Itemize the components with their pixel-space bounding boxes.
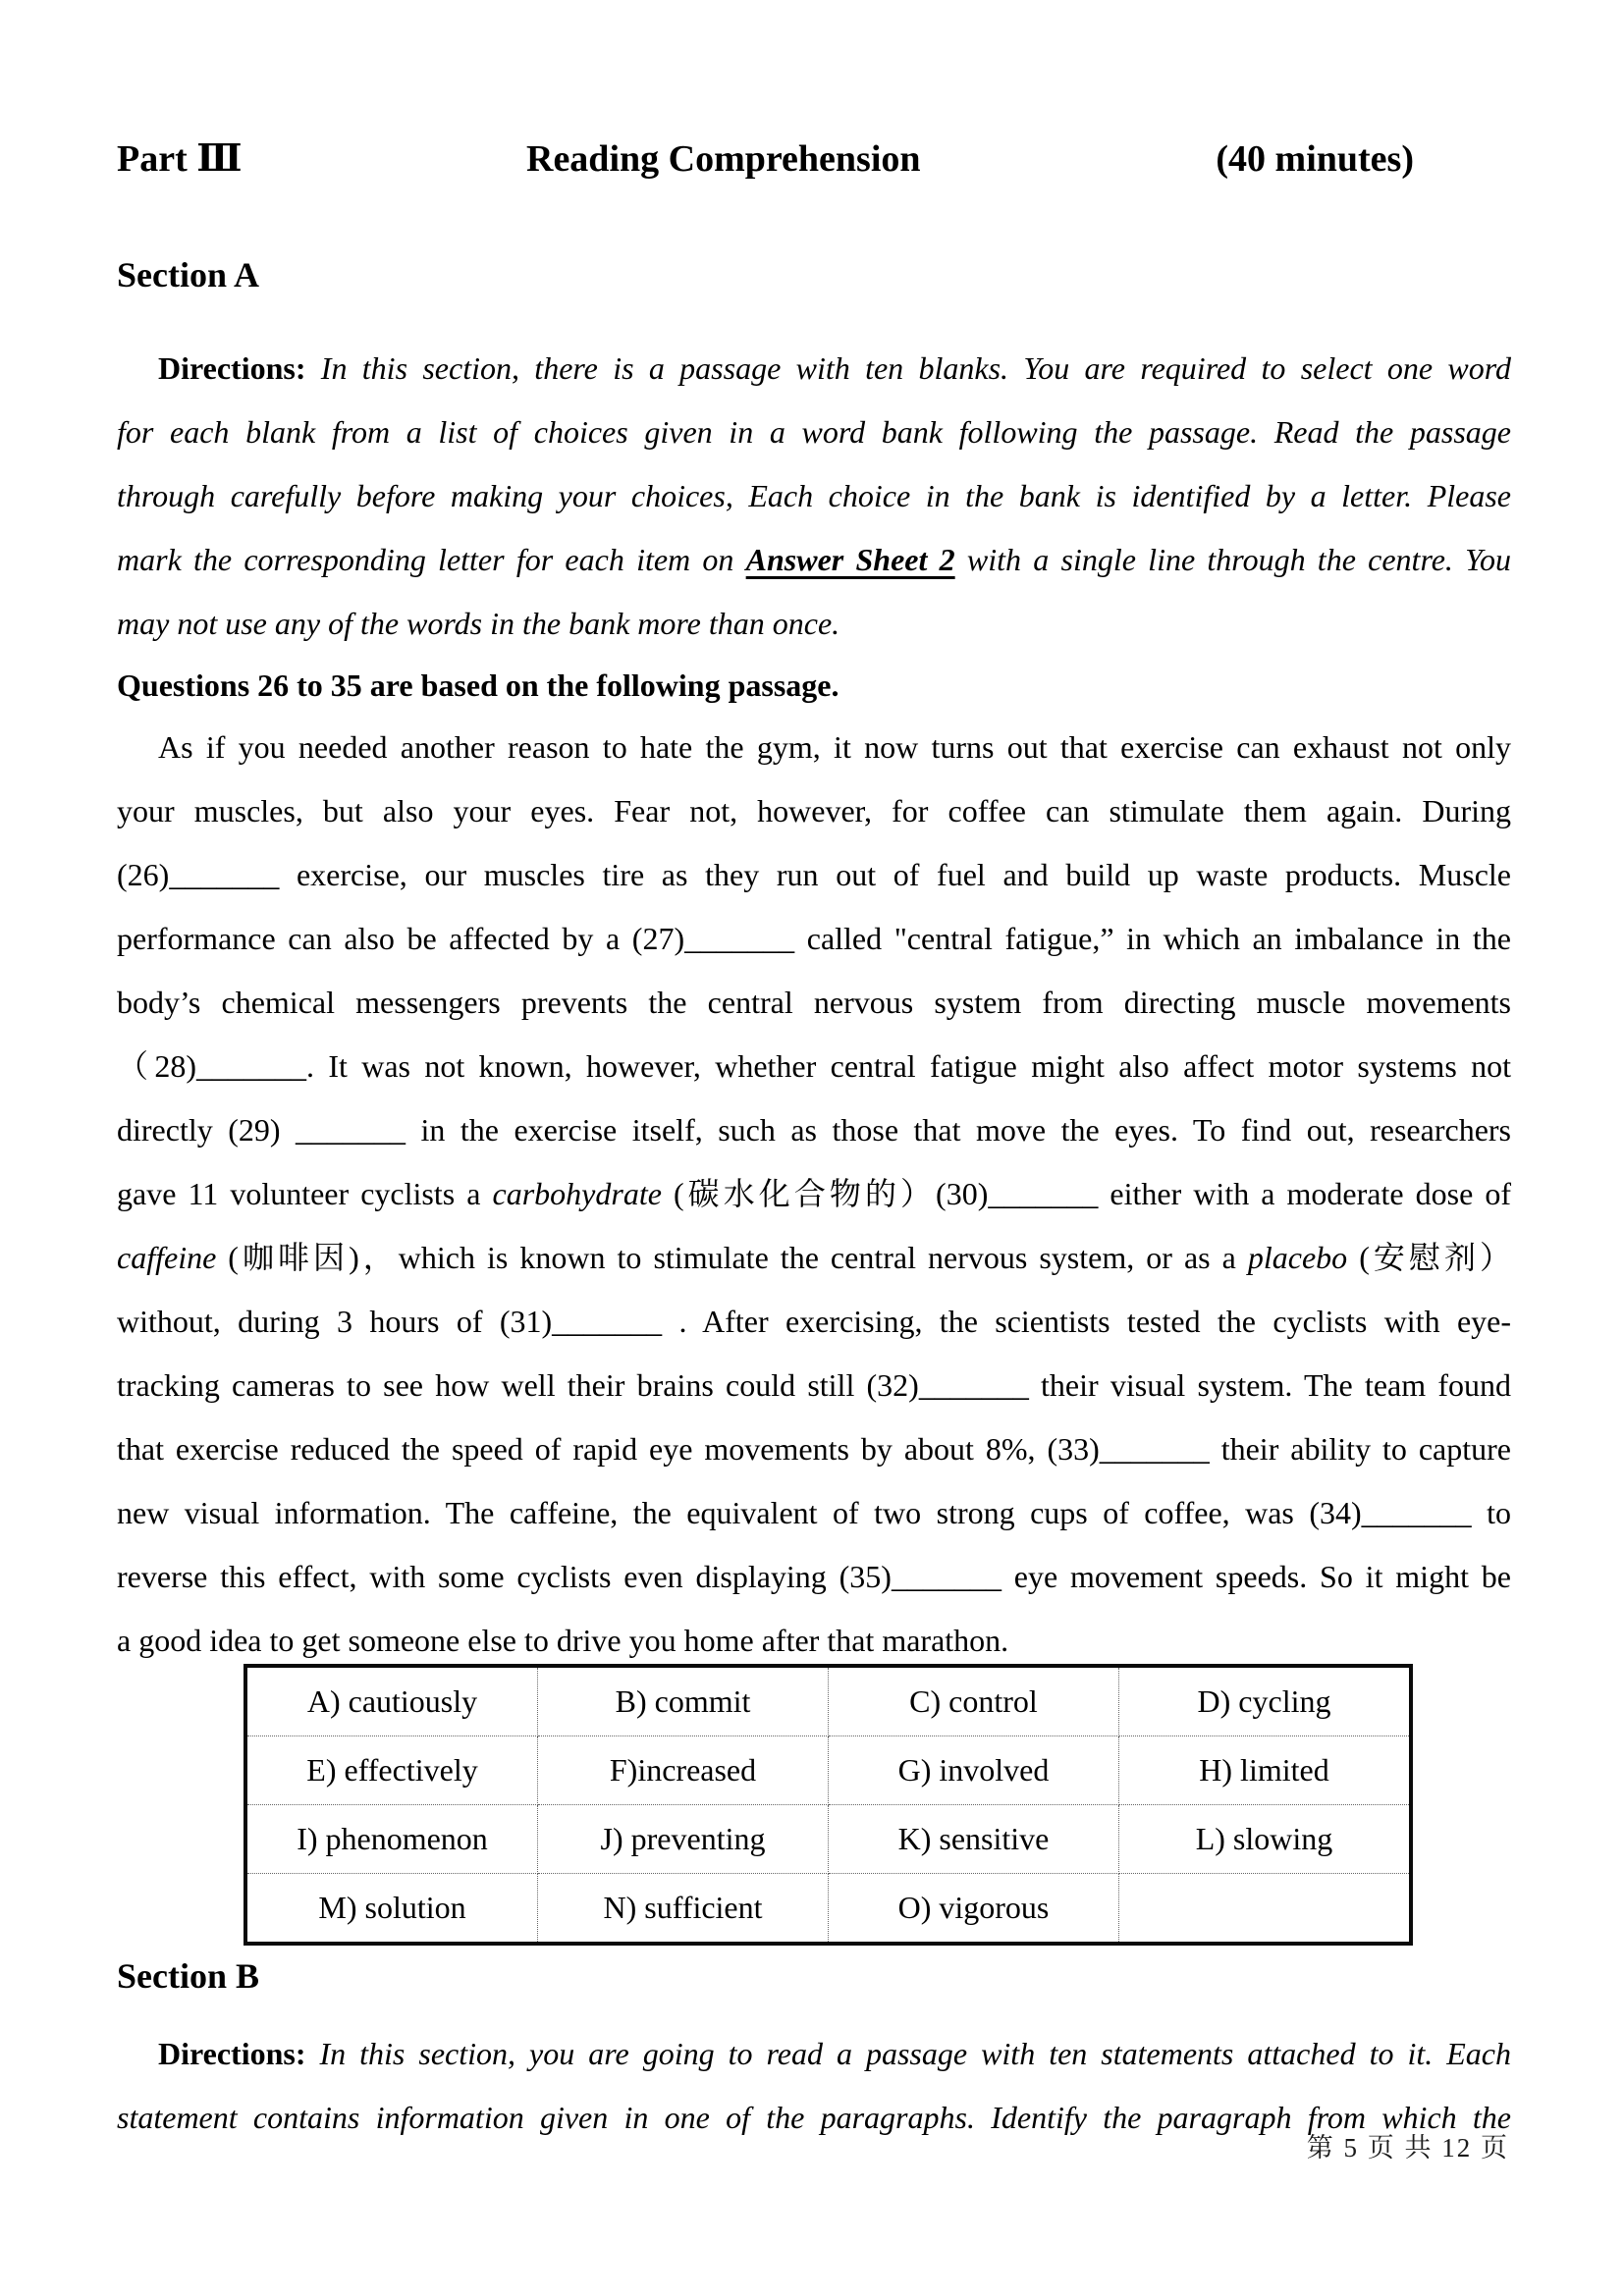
word-option-o: O) vigorous (829, 1874, 1119, 1945)
text-line: caffeine (咖啡因)，which is known to stimulate the central nervous system, or as a placebo (安慰剂） (117, 1240, 1511, 1275)
word-bank-row (245, 1736, 1411, 1805)
word-option-j: J) preventing (538, 1805, 829, 1874)
text-line: through carefully before making your choices, Each choice in the bank is identified by a letter. Please (117, 478, 1511, 513)
text-line: a good idea to get someone else to drive you home after that marathon. (117, 1623, 1009, 1658)
word-option-e: E) effectively (245, 1736, 538, 1805)
section-a-directions (117, 337, 1511, 656)
part-label: Part Ⅲ (117, 138, 243, 180)
word-option-empty (1119, 1874, 1412, 1945)
text-line: without, during 3 hours of (31)_______ . After exercising, the scientists tested the cyclists with eye- (117, 1304, 1511, 1339)
text-line: gave 11 volunteer cyclists a carbohydrate (碳水化合物的）(30)_______ either with a moderate dose of (117, 1176, 1511, 1211)
text-line: mark the corresponding letter for each item on Answer Sheet 2 with a single line through the centre. You (117, 542, 1512, 577)
cloze-passage (117, 716, 1511, 1673)
text-line: Directions: In this section, you are going to read a passage with ten statements attached to it. Each (158, 2036, 1511, 2071)
questions-note: Questions 26 to 35 are based on the following passage. (117, 667, 839, 703)
word-option-g: G) involved (829, 1736, 1119, 1805)
word-bank-row (245, 1805, 1411, 1874)
text-line: performance can also be affected by a (27)_______ called "central fatigue,” in which an imbalance in the (117, 921, 1511, 956)
section-b-heading: Section B (117, 1956, 260, 1996)
word-option-m: M) solution (245, 1874, 538, 1945)
text-line: new visual information. The caffeine, the equivalent of two strong cups of coffee, was (34)_______ to (117, 1495, 1511, 1530)
word-bank-table (244, 1664, 1413, 1946)
word-option-a: A) cautiously (245, 1666, 538, 1736)
section-a-heading: Section A (117, 255, 260, 294)
word-option-k: K) sensitive (829, 1805, 1119, 1874)
text-line: As if you needed another reason to hate the gym, it now turns out that exercise can exhaust not only (158, 729, 1511, 765)
text-line: for each blank from a list of choices given in a word bank following the passage. Read the passage (117, 414, 1511, 450)
word-bank-row (245, 1874, 1411, 1945)
section-b-directions (117, 2022, 1511, 2150)
text-line: may not use any of the words in the bank more than once. (117, 606, 840, 641)
text-line: directly (29) _______ in the exercise itself, such as those that move the eyes. To find out, researchers (117, 1112, 1511, 1148)
page-number-footer: 第 5 页 共 12 页 (1306, 2133, 1509, 2163)
text-line: (26)_______ exercise, our muscles tire as they run out of fuel and build up waste products. Muscle (117, 857, 1511, 892)
word-option-n: N) sufficient (538, 1874, 829, 1945)
text-line: tracking cameras to see how well their brains could still (32)_______ their visual system. The team found (117, 1367, 1511, 1403)
page-header (117, 135, 1509, 185)
page-title: Reading Comprehension (526, 138, 921, 180)
text-line: that exercise reduced the speed of rapid eye movements by about 8%, (33)_______ their ability to capture (117, 1431, 1511, 1467)
text-line: （28)_______. It was not known, however, whether central fatigue might also affect motor systems not (117, 1048, 1511, 1084)
word-option-i: I) phenomenon (245, 1805, 538, 1874)
word-option-h: H) limited (1119, 1736, 1412, 1805)
word-option-l: L) slowing (1119, 1805, 1412, 1874)
word-bank-row (245, 1666, 1411, 1736)
text-line: statement contains information given in one of the paragraphs. Identify the paragraph from which the (117, 2100, 1511, 2135)
word-option-c: C) control (829, 1666, 1119, 1736)
word-option-d: D) cycling (1119, 1666, 1412, 1736)
text-line: Directions: In this section, there is a passage with ten blanks. You are required to select one word (158, 350, 1511, 386)
word-option-b: B) commit (538, 1666, 829, 1736)
text-line: body’s chemical messengers prevents the central nervous system from directing muscle movements (117, 985, 1511, 1020)
word-option-f: F)increased (538, 1736, 829, 1805)
text-line: reverse this effect, with some cyclists even displaying (35)_______ eye movement speeds. So it might be (117, 1559, 1511, 1594)
text-line: your muscles, but also your eyes. Fear not, however, for coffee can stimulate them again. During (117, 793, 1511, 828)
time-limit: (40 minutes) (1216, 138, 1414, 180)
